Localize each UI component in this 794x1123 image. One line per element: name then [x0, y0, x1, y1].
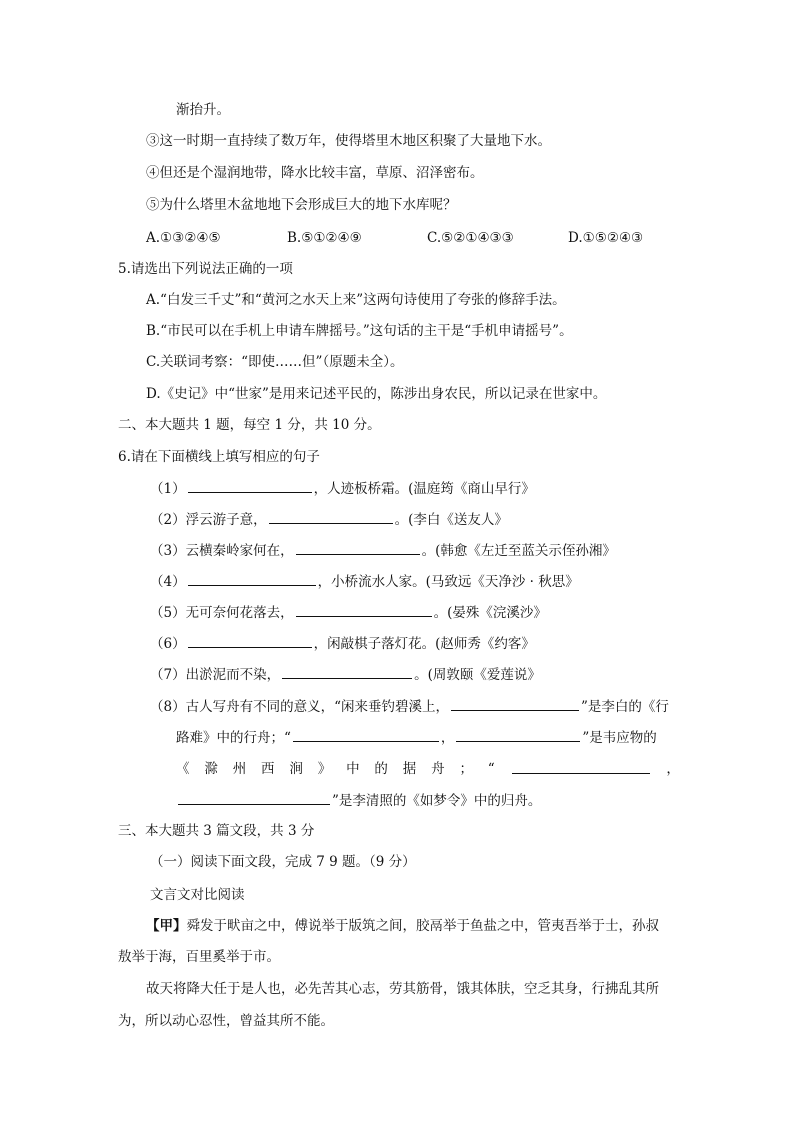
- q5-option-b[interactable]: B.“市民可以在手机上申请车牌摇号。”这句话的主干是“手机申请摇号”。: [146, 323, 573, 339]
- reading-title: 文言文对比阅读: [150, 887, 245, 903]
- q4-sentence-4: ④但还是个湿润地带，降水比较丰富，草原、沼泽密布。: [146, 165, 484, 181]
- answer-blank[interactable]: [451, 696, 579, 711]
- passage-p2-line-2: 为，所以动心忍性，曾益其所不能。: [118, 1013, 334, 1029]
- item-number: （7）: [150, 667, 186, 683]
- q5-stem: 5.请选出下列说法正确的一项: [118, 261, 293, 277]
- q6-item-5: [150, 602, 547, 623]
- answer-blank[interactable]: [178, 790, 330, 805]
- item-pre: 无可奈何花落去，: [185, 605, 294, 621]
- answer-blank[interactable]: [282, 664, 412, 679]
- section-3-subheading: （一）阅读下面文段，完成 7 9 题。（9 分）: [150, 854, 416, 870]
- answer-blank[interactable]: [296, 602, 432, 617]
- q4-option-b[interactable]: B.⑤①②④⑨: [287, 230, 362, 246]
- item8-char: 州: [232, 761, 247, 777]
- item-number: （3）: [150, 543, 186, 559]
- item-pre: 浮云游子意，: [185, 512, 267, 528]
- q4-option-c[interactable]: C.⑤②①④③③: [427, 230, 514, 246]
- q6-item-6: [150, 633, 535, 654]
- section-3-heading: 三、本大题共 3 篇文段，共 3 分: [118, 823, 315, 839]
- item8-char: “: [487, 761, 495, 777]
- answer-blank[interactable]: [296, 540, 420, 555]
- item8-char: ；: [459, 761, 473, 777]
- item-post: ，闲敲棋子落灯花。(赵师秀《约客》: [313, 636, 535, 652]
- item8-char: 的: [374, 761, 388, 777]
- passage-p2-line-1: 故天将降大任于是人也，必先苦其心志，劳其筋骨，饿其体肤，空乏其身，行拂乱其所: [146, 981, 659, 997]
- q5-option-c[interactable]: C.关联词考察：“即使……但”（原题未全）。: [146, 354, 404, 370]
- section-2-heading: 二、本大题共 1 题，每空 1 分，共 10 分。: [118, 417, 381, 433]
- q5-option-a[interactable]: A.“白发三千丈”和“黄河之水天上来”这两句诗使用了夸张的修辞手法。: [146, 292, 566, 308]
- answer-blank[interactable]: [456, 727, 580, 742]
- item8-text: ”是韦应物的: [582, 730, 657, 746]
- item8-char: 《: [176, 761, 190, 777]
- item8-char: 据: [402, 761, 417, 777]
- q4-continuation: 渐抬升。: [176, 102, 230, 118]
- item8-char: 滁: [204, 761, 218, 777]
- q4-sentence-3: ③这一时期一直持续了数万年，使得塔里木地区积聚了大量地下水。: [146, 133, 551, 149]
- item-number: （4）: [150, 574, 186, 590]
- item8-char: 中: [346, 761, 360, 777]
- q6-item-4: [150, 571, 579, 592]
- item8-text: ，: [440, 730, 455, 746]
- q6-item-3: [150, 540, 616, 561]
- item8-char: 》: [317, 761, 332, 777]
- item8-char: ，: [666, 761, 680, 777]
- q6-stem: 6.请在下面横线上填写相应的句子: [118, 449, 320, 465]
- item8-text: ”是李清照的《如梦令》中的归舟。: [332, 793, 542, 809]
- item-post: ，小桥流水人家。(马致远《天净沙 · 秋思》: [317, 574, 579, 590]
- q6-item-1: [150, 478, 535, 499]
- answer-blank[interactable]: [293, 727, 439, 742]
- item8-text: 路难》中的行舟；“: [176, 730, 291, 746]
- item8-char: 舟: [431, 761, 445, 777]
- q6-item-8-line-1: [150, 696, 669, 717]
- q6-item-8-line-4: [176, 790, 541, 811]
- q4-option-d[interactable]: D.①⑤②④③: [568, 230, 644, 246]
- item8-text: （8）古人写舟有不同的意义，“闲来垂钓碧溪上，: [150, 699, 449, 715]
- q5-option-d[interactable]: D.《史记》中“世家”是用来记述平民的，陈涉出身农民，所以记录在世家中。: [146, 386, 607, 402]
- answer-blank[interactable]: [512, 759, 650, 774]
- item-post: 。(李白《送友人》: [394, 512, 508, 528]
- passage-tag: 【甲】: [146, 918, 187, 934]
- item-post: 。(韩愈《左迁至蓝关示侄孙湘》: [421, 543, 616, 559]
- item-pre: 出淤泥而不染，: [185, 667, 281, 683]
- q6-item-2: [150, 509, 508, 530]
- item-post: ，人迹板桥霜。(温庭筠《商山早行》: [313, 481, 535, 497]
- item8-text: ”是李白的《行: [581, 699, 669, 715]
- item-pre: 云横秦岭家何在，: [185, 543, 294, 559]
- answer-blank[interactable]: [188, 633, 312, 648]
- answer-blank[interactable]: [188, 571, 316, 586]
- item-number: （5）: [150, 605, 186, 621]
- q6-item-8-line-2: [176, 727, 657, 748]
- item8-char: 西: [261, 761, 275, 777]
- answer-blank[interactable]: [188, 478, 312, 493]
- item8-char: 涧: [289, 761, 303, 777]
- item-post: 。(晏殊《浣溪沙》: [433, 605, 547, 621]
- q6-item-7: [150, 664, 541, 685]
- passage-jia-line-1: [146, 916, 659, 936]
- item-number: （1）: [150, 481, 186, 497]
- answer-blank[interactable]: [269, 509, 393, 524]
- passage-text: 舜发于畎亩之中，傅说举于版筑之间，胶鬲举于鱼盐之中，管夷吾举于士，孙叔: [186, 918, 659, 934]
- q6-item-8-line-3: [176, 759, 680, 779]
- q4-option-a[interactable]: A.①③②④⑤: [146, 230, 221, 246]
- q4-sentence-5: ⑤为什么塔里木盆地地下会形成巨大的地下水库呢？: [146, 197, 457, 213]
- item-number: （6）: [150, 636, 186, 652]
- item-number: （2）: [150, 512, 186, 528]
- passage-jia-line-2: 敖举于海，百里奚举于市。: [118, 949, 280, 965]
- item-post: 。(周敦颐《爱莲说》: [414, 667, 541, 683]
